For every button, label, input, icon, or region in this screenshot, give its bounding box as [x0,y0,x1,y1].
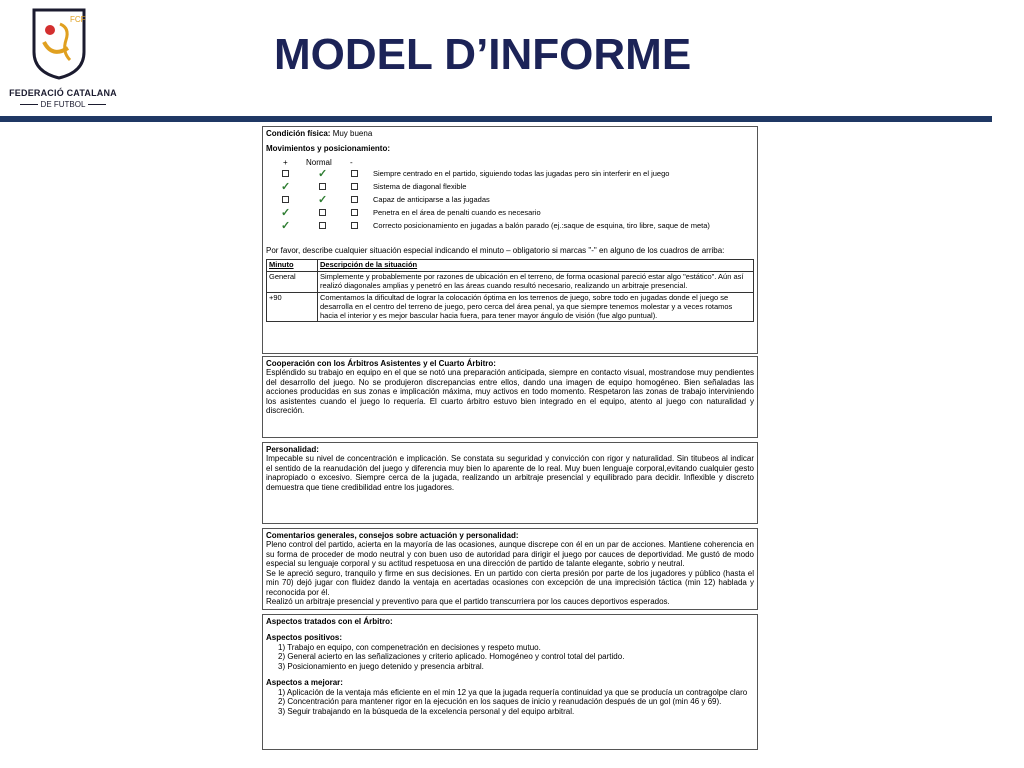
checklist [266,158,754,236]
condicion-value: Muy buena [332,129,373,138]
report-document [258,122,764,758]
positivo-item: 2) General acierto en las señalizaciones y criterio aplicado. Homogéneo y control total del partido. [278,652,625,662]
movimientos-box [262,126,758,354]
description-header: Descripción de la situación [318,260,754,272]
movimientos-label: Movimientos y posicionamiento: [266,144,391,154]
checklist-row [266,219,754,234]
check-icon: ✓ [318,193,328,206]
checklist-row-text: Capaz de anticiparse a las jugadas [373,194,490,204]
personalidad-box [262,442,758,524]
normal-checkbox [318,209,326,218]
table-row [267,292,754,322]
col-plus-header: + [283,157,288,167]
federation-logo [8,8,117,109]
positivo-item: 3) Posicionamiento en juego detenido y presencia arbitral. [278,661,484,671]
page-title: MODEL D’INFORME [274,30,692,79]
comentarios-text-3: Realizó un arbitraje presencial y preventivo para que el partido transcurriera por los cauces deportivos esperados. [266,597,670,607]
description-cell: Comentamos la dificultad de lograr la colocación óptima en los terrenos de juego, sobre todo en jugadas donde el juego se desarrolla en el centro del terreno de juego, pero cerca del área penal, ya que siempre tenemos molestar y a veces rotamos hacia el interior y es mejor bascular hacia fuera, para tener mayor ángulo de visión (fue algo puntual). [318,292,754,322]
comentarios-text-2: Se le apreció seguro, tranquilo y firme en sus decisiones. En un partido con cierta presión por parte de los jugadores y público (hasta el min 70) dejó jugar con fluidez dando la ventaja en acertadas ocasiones con excepción de una imprecisión táctica (min 12) hablada y reconocida por él. [266,568,754,597]
personalidad-text: Impecable su nivel de concentración e implicación. Se constata su seguridad y convicción con rigor y naturalidad. Sin titubeos al indicar el sentido de la reanudación del juego y diferencia muy bien lo aparente de lo real. Muy buen lenguaje corporal,evitando cualquier gesto inapropiado o excesivo. Siempre cerca de la jugada, realizando un arbitraje presencial y equilibrado para decidir. Inflexible y discreto demuestra que tiene credibilidad entre los jugadores. [266,454,754,492]
comentarios-box [262,528,758,610]
check-icon: ✓ [281,219,291,232]
comentarios-title: Comentarios generales, consejos sobre actuación y personalidad: [266,531,519,540]
normal-checkbox [318,183,326,192]
normal-checkbox [318,222,326,231]
mejorar-item: 2) Concentración para mantener rigor en la ejecución en los saques de inicio y reanudación después de un gol (min 46 y 69). [278,697,722,707]
minute-cell: General [267,272,318,293]
table-header-row [267,260,754,272]
brand-sub [8,100,118,109]
plus-checkbox [281,196,289,205]
mejorar-item: 3) Seguir trabajando en la búsqueda de la excelencia personal y del equipo arbitral. [278,706,575,716]
svg-text:FCF: FCF [70,15,86,24]
minus-checkbox [350,209,358,218]
minute-cell: +90 [267,292,318,322]
crest-icon [30,8,88,80]
aspectos-title: Aspectos tratados con el Árbitro: [266,617,393,626]
check-icon: ✓ [281,206,291,219]
table-row [267,272,754,293]
check-icon: ✓ [318,167,328,180]
check-icon: ✓ [281,180,291,193]
minus-checkbox [350,222,358,231]
mejorar-item: 1) Aplicación de la ventaja más eficiente en el min 12 ya que la jugada requería continuidad ya que se producía un contragolpe claro [278,687,748,697]
personalidad-title: Personalidad: [266,445,319,454]
checklist-row [266,206,754,221]
checklist-row [266,180,754,195]
positivo-item: 1) Trabajo en equipo, con compenetración en decisiones y respeto mutuo. [278,642,541,652]
checklist-row [266,167,754,182]
plus-checkbox [281,170,289,179]
brand-name: FEDERACIÓ CATALANA [9,88,117,98]
cooperacion-title: Cooperación con los Árbitros Asistentes y el Cuarto Árbitro: [266,359,496,368]
brand-sub-text: DE FUTBOL [40,100,86,109]
checklist-row-text: Penetra en el área de penalti cuando es necesario [373,207,541,217]
col-minus-header: - [350,157,353,167]
minute-header: Minuto [267,260,318,272]
minus-checkbox [350,183,358,192]
minus-checkbox [350,196,358,205]
aspectos-box [262,614,758,750]
comentarios-text-1: Pleno control del partido, acierta en la mayoría de las ocasiones, aunque discrepe con él en un par de acciones. Mantiene coherencia en su forma de proceder de modo neutral y con buen uso de autoridad para dirigir el juego por cauces de deportividad. Me gustó de modo especial su lenguaje corporal y su actitud respetuosa en una dirección de partido de talante elegante, sobrio y neutral. [266,540,754,569]
cooperacion-box [262,356,758,438]
description-cell: Simplemente y probablemente por razones de ubicación en el terreno, de forma ocasional pareció estar algo "estático". Aún así realizó diagonales amplias y penetró en las áreas cuando resultó necesario, realizando un arbitraje presencial. [318,272,754,293]
checklist-row-text: Correcto posicionamiento en jugadas a balón parado (ej.:saque de esquina, tiro libre, saque de meta) [373,220,710,230]
minus-checkbox [350,170,358,179]
cooperacion-text: Espléndido su trabajo en equipo en el que se notó una preparación anticipada, siempre en contacto visual, mostrandose muy pendientes del desarrollo del juego. No se produjeron discrepancias entre ellos, dando una imagen de equipo homogéneo. Bien señaladas las acciones producidas en sus zonas e implicación máxima, muy activos en todo momento. Respetaron las zonas de trabajo interviniendo los asistentes cuando el juego lo requería. El cuarto árbitro estuvo bien integrado en el equipo, atento al juego con naturalidad y discreción. [266,368,754,416]
mejorar-title: Aspectos a mejorar: [266,678,343,688]
col-normal-header: Normal [306,157,332,167]
special-situation-prompt: Por favor, describe cualquier situación especial indicando el minuto – obligatorio si marcas "-" en alguno de los cuadros de arriba: [266,245,725,255]
condicion-row [266,129,754,138]
situation-table [266,259,754,322]
checklist-row-text: Sistema de diagonal flexible [373,181,467,191]
checklist-row [266,193,754,208]
checklist-row-text: Siempre centrado en el partido, siguiendo todas las jugadas pero sin interferir en el juego [373,168,670,178]
condicion-label: Condición física: [266,129,331,138]
positivos-title: Aspectos positivos: [266,633,343,643]
